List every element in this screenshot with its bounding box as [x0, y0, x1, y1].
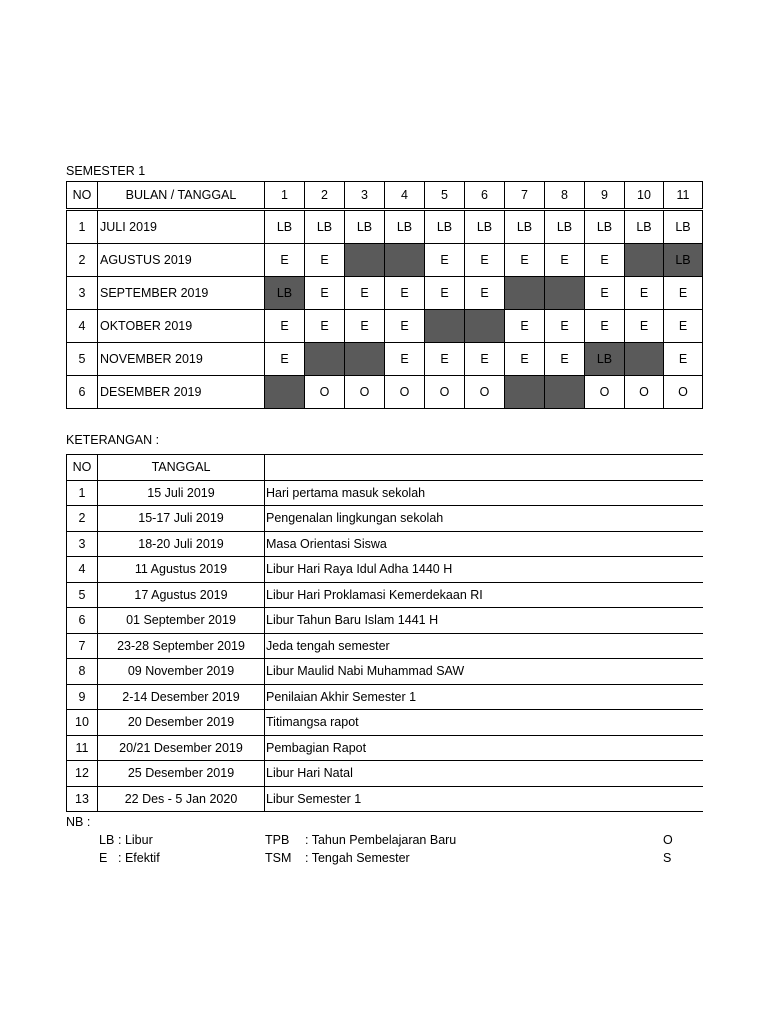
calendar-cell: E: [625, 277, 664, 310]
calendar-cell-shaded: [545, 277, 585, 310]
keterangan-tanggal: 15-17 Juli 2019: [98, 506, 265, 532]
calendar-cell: E: [265, 343, 305, 376]
keterangan-row: [67, 761, 703, 787]
keterangan-tanggal: 11 Agustus 2019: [98, 557, 265, 583]
keterangan-tanggal: 09 November 2019: [98, 659, 265, 685]
calendar-cell: E: [465, 277, 505, 310]
keterangan-tanggal: 25 Desember 2019: [98, 761, 265, 787]
calendar-cell: LB: [345, 210, 385, 244]
keterangan-no: 7: [67, 633, 98, 659]
calendar-row-no: 6: [67, 376, 98, 409]
calendar-header-cell: 7: [505, 182, 545, 210]
calendar-row-month: SEPTEMBER 2019: [98, 277, 265, 310]
calendar-header-cell: 4: [385, 182, 425, 210]
calendar-header-cell: 2: [305, 182, 345, 210]
calendar-cell: E: [505, 244, 545, 277]
calendar-cell: E: [585, 244, 625, 277]
keterangan-desc: Pengenalan lingkungan sekolah: [265, 506, 703, 532]
keterangan-desc: Libur Hari Raya Idul Adha 1440 H: [265, 557, 703, 583]
keterangan-no: 5: [67, 582, 98, 608]
calendar-row-month: DESEMBER 2019: [98, 376, 265, 409]
keterangan-row: [67, 531, 703, 557]
calendar-row: [67, 277, 703, 310]
keterangan-row: [67, 710, 703, 736]
calendar-cell-shaded: [345, 244, 385, 277]
keterangan-tanggal: 2-14 Desember 2019: [98, 684, 265, 710]
calendar-row-no: 5: [67, 343, 98, 376]
calendar-cell: LB: [625, 210, 664, 244]
calendar-cell: E: [385, 310, 425, 343]
calendar-row-month: AGUSTUS 2019: [98, 244, 265, 277]
calendar-row-month: OKTOBER 2019: [98, 310, 265, 343]
keterangan-row: [67, 608, 703, 634]
nb-code-lb: LB: [99, 833, 115, 847]
calendar-cell: O: [345, 376, 385, 409]
keterangan-no: 9: [67, 684, 98, 710]
calendar-row-no: 1: [67, 210, 98, 244]
keterangan-no: 6: [67, 608, 98, 634]
calendar-cell: O: [585, 376, 625, 409]
calendar-cell: LB: [585, 210, 625, 244]
nb-desc-efektif: : Efektif: [118, 851, 160, 865]
nb-desc-tsm: : Tengah Semester: [305, 851, 410, 865]
calendar-cell: E: [425, 277, 465, 310]
calendar-cell-shaded: [385, 244, 425, 277]
calendar-cell: E: [385, 343, 425, 376]
calendar-cell: O: [425, 376, 465, 409]
keterangan-row: [67, 633, 703, 659]
calendar-cell: E: [505, 310, 545, 343]
calendar-row: [67, 310, 703, 343]
keterangan-title: KETERANGAN :: [66, 433, 160, 447]
calendar-cell: LB: [664, 210, 703, 244]
nb-code-s: S: [663, 851, 672, 865]
calendar-cell: LB: [425, 210, 465, 244]
calendar-cell-shaded: [505, 277, 545, 310]
calendar-row-month: JULI 2019: [98, 210, 265, 244]
calendar-cell: E: [385, 277, 425, 310]
keterangan-table: [66, 454, 703, 812]
calendar-cell: E: [305, 277, 345, 310]
calendar-cell-shaded: [625, 244, 664, 277]
keterangan-row: [67, 786, 703, 812]
keterangan-desc: Libur Maulid Nabi Muhammad SAW: [265, 659, 703, 685]
calendar-cell-shaded: [545, 376, 585, 409]
keterangan-row: [67, 582, 703, 608]
keterangan-row: [67, 659, 703, 685]
calendar-row-no: 2: [67, 244, 98, 277]
calendar-row: [67, 244, 703, 277]
keterangan-desc: Libur Semester 1: [265, 786, 703, 812]
calendar-cell: E: [585, 310, 625, 343]
nb-title: NB :: [66, 815, 91, 829]
keterangan-desc: Libur Hari Proklamasi Kemerdekaan RI: [265, 582, 703, 608]
calendar-cell: LB: [505, 210, 545, 244]
calendar-header-row: [67, 182, 703, 210]
calendar-cell: O: [625, 376, 664, 409]
calendar-cell: E: [664, 277, 703, 310]
calendar-cell: E: [545, 343, 585, 376]
keterangan-no: 11: [67, 735, 98, 761]
keterangan-row: [67, 557, 703, 583]
keterangan-tanggal: 15 Juli 2019: [98, 480, 265, 506]
calendar-cell-shaded: [505, 376, 545, 409]
calendar-cell: LB: [265, 210, 305, 244]
keterangan-desc: Titimangsa rapot: [265, 710, 703, 736]
calendar-cell: LB: [305, 210, 345, 244]
calendar-cell: E: [505, 343, 545, 376]
calendar-cell: LB: [385, 210, 425, 244]
calendar-row: [67, 343, 703, 376]
keterangan-desc: Libur Tahun Baru Islam 1441 H: [265, 608, 703, 634]
calendar-row: [67, 376, 703, 409]
nb-code-o: O: [663, 833, 673, 847]
keterangan-no: 3: [67, 531, 98, 557]
calendar-cell-shaded: LB: [585, 343, 625, 376]
calendar-cell-shaded: [265, 376, 305, 409]
keterangan-row: [67, 735, 703, 761]
keterangan-tanggal: 17 Agustus 2019: [98, 582, 265, 608]
calendar-cell-shaded: [425, 310, 465, 343]
calendar-cell: E: [265, 244, 305, 277]
keterangan-desc: Penilaian Akhir Semester 1: [265, 684, 703, 710]
keterangan-tanggal: 22 Des - 5 Jan 2020: [98, 786, 265, 812]
calendar-cell: O: [664, 376, 703, 409]
calendar-cell: LB: [545, 210, 585, 244]
nb-desc-libur: : Libur: [118, 833, 153, 847]
calendar-header-cell: 6: [465, 182, 505, 210]
nb-code-tsm: TSM: [265, 851, 292, 865]
keterangan-no: 10: [67, 710, 98, 736]
calendar-cell: E: [545, 244, 585, 277]
keterangan-tanggal: 20/21 Desember 2019: [98, 735, 265, 761]
calendar-cell: E: [305, 310, 345, 343]
keterangan-no: 12: [67, 761, 98, 787]
calendar-row-month: NOVEMBER 2019: [98, 343, 265, 376]
keterangan-no: 1: [67, 480, 98, 506]
keterangan-tanggal: 01 September 2019: [98, 608, 265, 634]
calendar-cell: E: [425, 244, 465, 277]
calendar-cell: E: [625, 310, 664, 343]
calendar-cell: E: [585, 277, 625, 310]
calendar-header-cell: 11: [664, 182, 703, 210]
keterangan-no: 13: [67, 786, 98, 812]
keterangan-desc: Jeda tengah semester: [265, 633, 703, 659]
keterangan-header-cell: TANGGAL: [98, 455, 265, 481]
keterangan-row: [67, 480, 703, 506]
calendar-cell: E: [345, 277, 385, 310]
calendar-table: [66, 181, 703, 409]
keterangan-header-cell: NO: [67, 455, 98, 481]
calendar-cell: O: [385, 376, 425, 409]
keterangan-no: 4: [67, 557, 98, 583]
keterangan-no: 8: [67, 659, 98, 685]
calendar-header-cell: 3: [345, 182, 385, 210]
calendar-cell-shaded: LB: [265, 277, 305, 310]
calendar-cell: LB: [465, 210, 505, 244]
calendar-cell-shaded: [625, 343, 664, 376]
calendar-header-cell: 5: [425, 182, 465, 210]
calendar-row: [67, 210, 703, 244]
keterangan-tanggal: 20 Desember 2019: [98, 710, 265, 736]
calendar-row-no: 4: [67, 310, 98, 343]
calendar-header-cell: 9: [585, 182, 625, 210]
calendar-cell: O: [305, 376, 345, 409]
nb-code-tpb: TPB: [265, 833, 290, 847]
calendar-cell-shaded: LB: [664, 244, 703, 277]
calendar-header-cell: NO: [67, 182, 98, 210]
keterangan-header-cell: [265, 455, 703, 481]
calendar-cell: E: [465, 343, 505, 376]
keterangan-desc: Masa Orientasi Siswa: [265, 531, 703, 557]
calendar-cell: E: [265, 310, 305, 343]
calendar-cell-shaded: [345, 343, 385, 376]
calendar-row-no: 3: [67, 277, 98, 310]
keterangan-tanggal: 23-28 September 2019: [98, 633, 265, 659]
keterangan-header-row: [67, 455, 703, 481]
keterangan-no: 2: [67, 506, 98, 532]
keterangan-row: [67, 684, 703, 710]
calendar-cell: E: [345, 310, 385, 343]
calendar-cell: E: [465, 244, 505, 277]
keterangan-desc: Libur Hari Natal: [265, 761, 703, 787]
calendar-header-cell: 8: [545, 182, 585, 210]
keterangan-desc: Pembagian Rapot: [265, 735, 703, 761]
keterangan-row: [67, 506, 703, 532]
keterangan-tanggal: 18-20 Juli 2019: [98, 531, 265, 557]
calendar-cell: E: [305, 244, 345, 277]
calendar-header-cell: 10: [625, 182, 664, 210]
calendar-header-cell: 1: [265, 182, 305, 210]
calendar-header-cell: BULAN / TANGGAL: [98, 182, 265, 210]
calendar-cell: E: [425, 343, 465, 376]
keterangan-desc: Hari pertama masuk sekolah: [265, 480, 703, 506]
calendar-cell: E: [664, 310, 703, 343]
semester-title: SEMESTER 1: [66, 164, 146, 178]
calendar-cell: E: [545, 310, 585, 343]
calendar-cell-shaded: [465, 310, 505, 343]
nb-desc-tpb: : Tahun Pembelajaran Baru: [305, 833, 457, 847]
calendar-cell-shaded: [305, 343, 345, 376]
calendar-cell: O: [465, 376, 505, 409]
calendar-cell: E: [664, 343, 703, 376]
nb-code-e: E: [99, 851, 108, 865]
